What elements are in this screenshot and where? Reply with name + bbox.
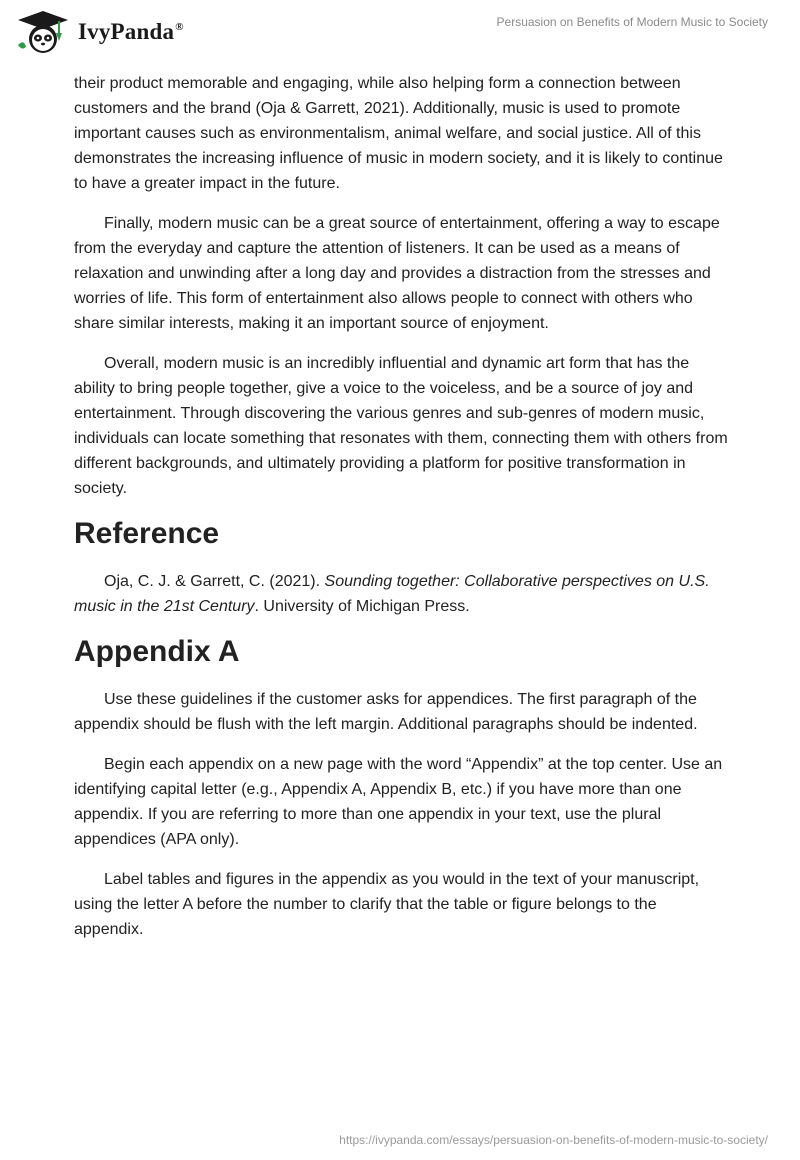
- registered-mark: ®: [175, 21, 184, 34]
- reference-book-title: Sounding together: Collaborative perspectives on U.S. music in the 21st Century: [74, 573, 710, 615]
- appendix-heading: Appendix A: [74, 635, 240, 668]
- reference-publisher: . University of Michigan Press.: [254, 598, 470, 615]
- body-paragraph-3: Overall, modern music is an incredibly influential and dynamic art form that has the ability to bring people together, give a voice to the voiceless, and be a source of joy and entertainment. Through discovering the various genres and sub-genres of modern music, individuals can locate something that resonates with them, connecting them with others from different backgrounds, and ultimately providing a platform for positive transformation in society.: [74, 355, 728, 497]
- reference-authors: Oja, C. J. & Garrett, C. (2021).: [104, 573, 325, 590]
- reference-entry: [74, 569, 730, 619]
- body-paragraph-1: their product memorable and engaging, while also helping form a connection between customers and the brand (Oja & Garrett, 2021). Additionally, music is used to promote important causes such as environmentalism, animal welfare, and social justice. All of this demonstrates the increasing influence of music in modern society, and it is likely to continue to have a greater impact in the future.: [74, 75, 723, 192]
- page-header: [0, 0, 800, 64]
- brand-name: IvyPanda®: [78, 19, 184, 44]
- ivypanda-logo[interactable]: [14, 8, 184, 56]
- appendix-paragraph-1: Use these guidelines if the customer asks for appendices. The first paragraph of the appendix should be flush with the left margin. Additional paragraphs should be indented.: [74, 691, 698, 733]
- body-paragraph-2: Finally, modern music can be a great source of entertainment, offering a way to escape from the everyday and capture the attention of listeners. It can be used as a means of relaxation and unwinding after a long day and provides a distraction from the stresses and worries of life. This form of entertainment also allows people to connect with others who share similar interests, making it an important source of enjoyment.: [74, 215, 720, 332]
- panda-graduate-icon: [14, 9, 72, 55]
- essay-content: [74, 71, 730, 957]
- document-title: Persuasion on Benefits of Modern Music to Society: [496, 15, 768, 29]
- reference-heading: Reference: [74, 517, 220, 550]
- source-url-link[interactable]: https://ivypanda.com/essays/persuasion-on-benefits-of-modern-music-to-society/: [339, 1133, 768, 1147]
- appendix-paragraph-3: Label tables and figures in the appendix as you would in the text of your manuscript, using the letter A before the number to clarify that the table or figure belongs to the appendix.: [74, 871, 700, 938]
- appendix-paragraph-2: Begin each appendix on a new page with the word “Appendix” at the top center. Use an identifying capital letter (e.g., Appendix A, Appendix B, etc.) if you have more than one appendix. If you are referring to more than one appendix in your text, use the plural appendices (APA only).: [74, 756, 723, 848]
